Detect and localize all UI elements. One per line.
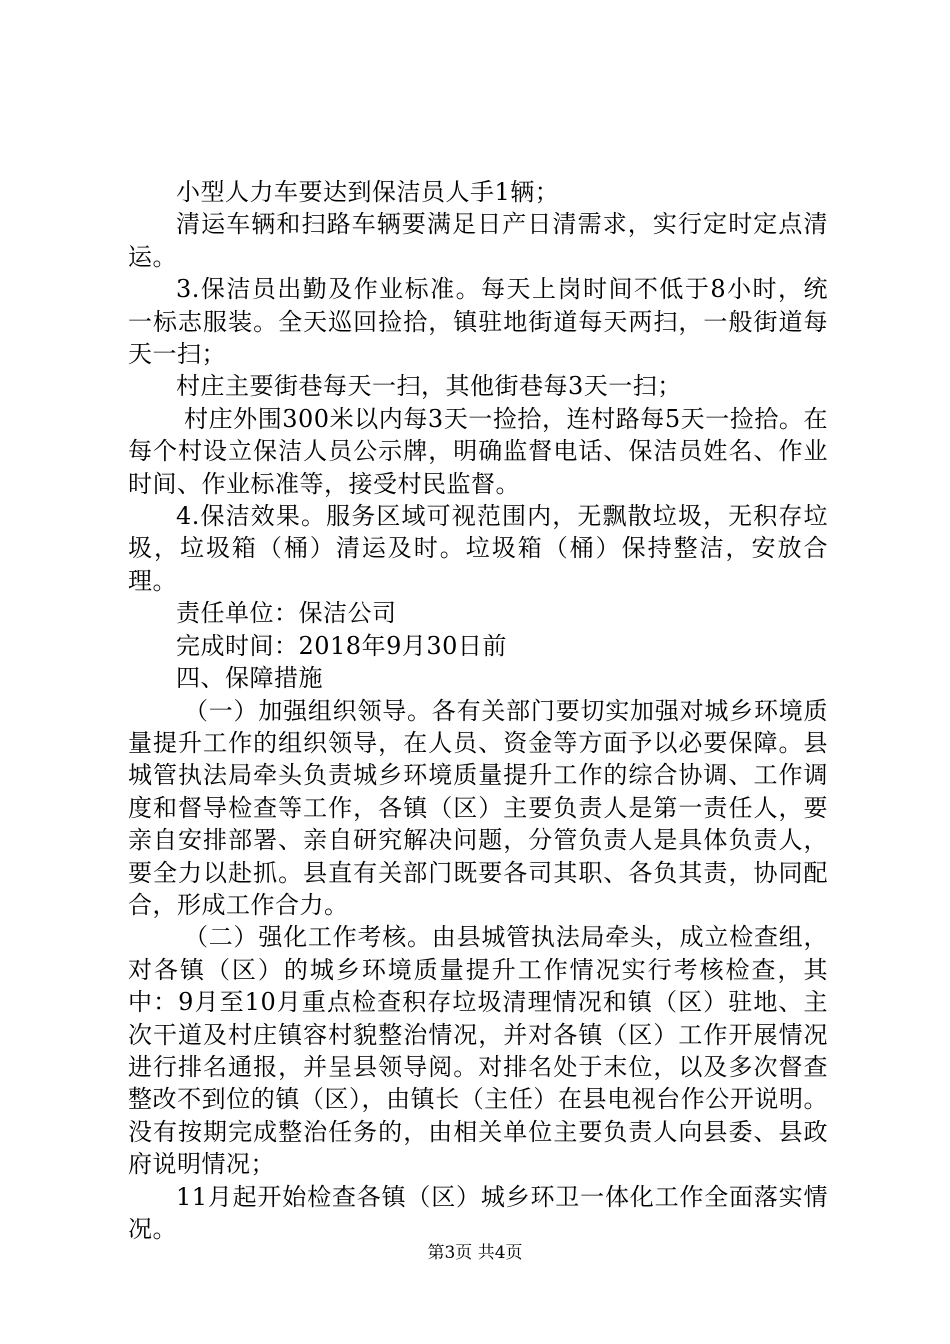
paragraph: 小型人力车要达到保洁员人手1辆； [176,178,560,206]
paragraph: （二）强化工作考核。由县城管执法局牵头，成立检查组，对各镇（区）的城乡环境质量提升工作情况实行考核检查，其中：9月至10月重点检查积存垃圾清理情况和镇（区）驻地、主次干道及村庄镇容村貌整治情况，并对各镇（区）工作开展情况进行排名通报，并呈县领导阅。对排名处于末位，以及多次督查整改不到位的镇（区），由镇长（主任）在县电视台作公开说明。没有按期完成整治任务的，由相关单位主要负责人向县委、县政府说明情况； [128,923,828,1179]
paragraph: 3.保洁员出勤及作业标准。每天上岗时间不低于8小时，统一标志服装。全天巡回捡拾，镇驻地街道每天两扫，一般街道每天一扫； [128,275,828,369]
document-body [128,176,828,1245]
paragraph: 11月起开始检查各镇（区）城乡环卫一体化工作全面落实情况。 [128,1182,828,1243]
paragraph: 4.保洁效果。服务区域可视范围内，无飘散垃圾，无积存垃圾，垃圾箱（桶）清运及时。垃圾箱（桶）保持整洁，安放合理。 [128,502,828,595]
section-heading: 四、保障措施 [176,664,323,693]
paragraph: 村庄主要街巷每天一扫，其他街巷每3天一扫； [176,372,682,401]
paragraph: 完成时间：2018年9月30日前 [176,631,507,660]
paragraph: （一）加强组织领导。各有关部门要切实加强对城乡环境质量提升工作的组织领导，在人员、资金等方面予以必要保障。县城管执法局牵头负责城乡环境质量提升工作的综合协调、工作调度和督导检查等工作，各镇（区）主要负责人是第一责任人，要亲自安排部署、亲自研究解决问题，分管负责人是具体负责人，要全力以赴抓。县直有关部门既要各司其职、各负其责，协同配合，形成工作合力。 [128,696,828,919]
paragraph: 清运车辆和扫路车辆要满足日产日清需求，实行定时定点清运。 [128,210,828,271]
page-number-footer: 第3页 共4页 [427,1243,523,1263]
paragraph: 责任单位：保洁公司 [176,599,397,628]
paragraph: 村庄外围300米以内每3天一捡拾，连村路每5天一捡拾。在每个村设立保洁人员公示牌，明确监督电话、保洁员姓名、作业时间、作业标准等，接受村民监督。 [128,404,828,498]
